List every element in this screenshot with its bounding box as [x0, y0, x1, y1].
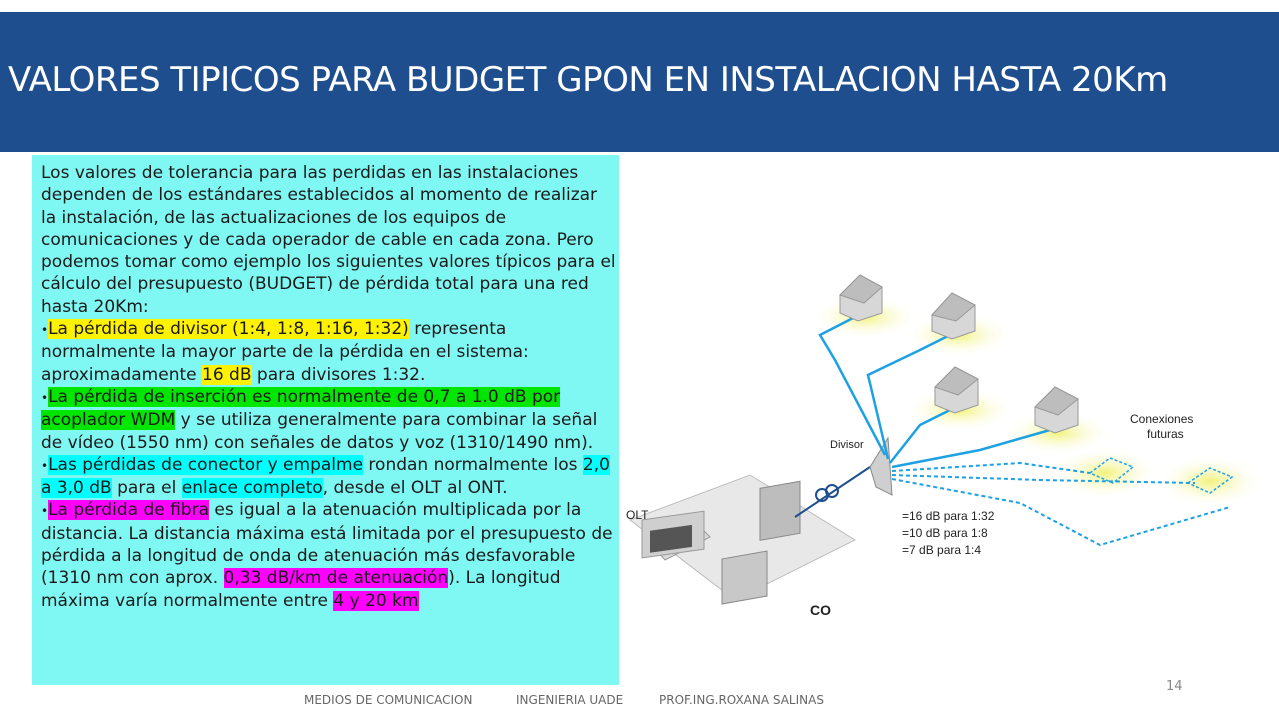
- equipment-box: [760, 481, 800, 540]
- house-icon: [1035, 387, 1078, 433]
- bullet-insertion-loss: [41, 386, 616, 454]
- feeder-fiber: [795, 467, 870, 517]
- highlight-attenuation: 0,33 dB/km de atenuación: [223, 568, 449, 589]
- fiber-loss-text-2: ). La longitud máxima varía normalmente entre: [41, 568, 561, 611]
- fiber-coil-icon: [826, 485, 838, 497]
- bullet-icon: •: [41, 504, 49, 519]
- house-icon: [840, 275, 882, 321]
- bullet-icon: •: [41, 390, 49, 405]
- divisor-label: Divisor: [830, 439, 864, 451]
- future-label-1: Conexiones: [1130, 412, 1194, 426]
- bullet-fiber-loss: [41, 499, 616, 611]
- house-icon: [935, 367, 978, 413]
- loss-label-3: =7 dB para 1:4: [902, 543, 982, 557]
- connector-loss-text-end: , desde el OLT al ONT.: [322, 478, 508, 499]
- intro-paragraph: Los valores de tolerancia para las perdidas en las instalaciones dependen de los estándares establecidos al momento de realizar la instalación, de las actualizaciones de los equipos de comunicaciones y de cada operador de cable en cada zona. Pero podemos tomar como ejemplo los siguientes valores típicos para el cálculo del presupuesto (BUDGET) de pérdida total para una red hasta 20Km:: [41, 163, 616, 317]
- connector-loss-text-2: para el: [111, 478, 182, 499]
- slide-title: VALORES TIPICOS PARA BUDGET GPON EN INSTALACION HASTA 20Km: [8, 60, 1168, 100]
- highlight-fiber-loss: La pérdida de fibra: [48, 500, 209, 521]
- page-number: 14: [1166, 679, 1183, 694]
- highlight-full-link: enlace completo: [181, 478, 323, 499]
- highlight-insertion-loss: La pérdida de inserción es normalmente de 0,7 a 1.0 dB por acoplador WDM: [41, 386, 561, 431]
- bullet-divider-loss: [41, 318, 616, 386]
- connector-loss-text: rondan normalmente los: [363, 454, 583, 475]
- bullet-icon: •: [41, 458, 49, 473]
- olt-label: OLT: [626, 508, 649, 522]
- highlight-16db: 16 dB: [202, 364, 252, 385]
- footer-professor: PROF.ING.ROXANA SALINAS: [659, 693, 824, 707]
- future-glow: [1155, 455, 1265, 507]
- highlight-connector-range: 2,0 a 3,0 dB: [41, 454, 610, 499]
- footer-school: INGENIERIA UADE: [516, 693, 624, 707]
- bullet-connector-loss: [41, 454, 616, 500]
- highlight-divider-loss: La pérdida de divisor (1:4, 1:8, 1:16, 1:32): [48, 319, 409, 340]
- co-label: CO: [810, 602, 831, 618]
- body-text: [41, 162, 616, 612]
- future-label-2: futuras: [1147, 427, 1184, 441]
- divider-loss-text: representa normalmente la mayor parte de la pérdida en el sistema: aproximadamente: [41, 319, 529, 385]
- bullet-icon: •: [41, 323, 49, 338]
- house-icon: [932, 293, 975, 339]
- future-glow: [1050, 447, 1160, 499]
- equipment-box: [722, 551, 767, 604]
- loss-label-1: =16 dB para 1:32: [902, 509, 995, 523]
- loss-label-2: =10 dB para 1:8: [902, 526, 988, 540]
- fiber-loss-text: es igual a la atenuación multiplicada por la distancia. La distancia máxima está limitada por el presupuesto de pérdida a la longitud de onda de atenuación más desfavorable (1310 nm con aprox.: [41, 500, 613, 589]
- footer-course: MEDIOS DE COMUNICACION: [304, 693, 473, 707]
- divider-loss-text-end: para divisores 1:32.: [251, 364, 426, 385]
- highlight-max-length: 4 y 20 km: [333, 590, 419, 611]
- gpon-network-diagram: [620, 255, 1279, 635]
- insertion-loss-text: y se utiliza generalmente para combinar la señal de vídeo (1550 nm) con señales de datos y voz (1310/1490 nm).: [41, 410, 598, 453]
- highlight-connector-loss: Las pérdidas de conector y empalme: [48, 454, 364, 475]
